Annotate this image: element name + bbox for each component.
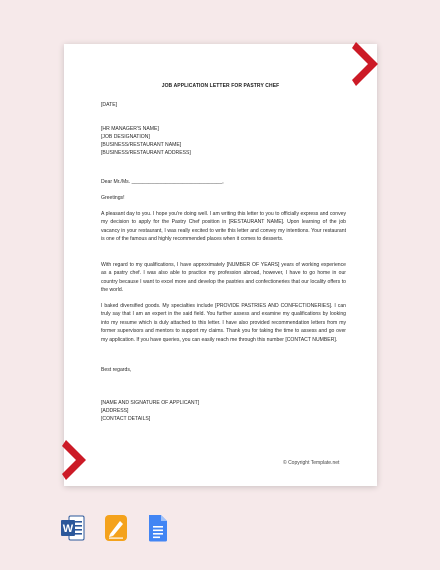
paragraph-2: With regard to my qualifications, I have approximately [NUMBER OF YEARS] years of working experience as a pastry chef. I was also able to practice my profession abroad, however, I have to go home in our country because I want to excel more and develop the pastries and confectioneries that our locality offers to the world. — [101, 262, 346, 294]
svg-text:W: W — [62, 523, 74, 535]
recipient-name: [HR MANAGER'S NAME] — [101, 126, 159, 132]
pages-icon[interactable] — [104, 514, 128, 542]
google-docs-icon[interactable] — [147, 514, 169, 542]
copyright-text: © Copyright Template.net — [283, 460, 340, 466]
corner-decoration-bottom-left — [62, 440, 86, 480]
recipient-business-name: [BUSINESS/RESTAURANT NAME] — [101, 142, 182, 148]
recipient-business-address: [BUSINESS/RESTAURANT ADDRESS] — [101, 150, 191, 156]
paragraph-3: I baked diversified goods. My specialties include [PROVIDE PASTRIES AND CONFECTIONERIES]. I can truly say that I am an expert in the said field. You further assess and examine my qualifications by looking into my resume which is duly attached to this letter. I have also provided recommendation letters from my former supervisors and mentors to support my claims. Thank you for taking the time to assess and go over my application. If you have queries, you can easily reach me through this number [CONTACT NUMBER]. — [101, 303, 346, 343]
recipient-designation: [JOB DESIGNATION] — [101, 134, 150, 140]
corner-decoration-top-right — [352, 42, 378, 86]
greeting: Greetings! — [101, 195, 125, 201]
signature-address: [ADDRESS] — [101, 408, 129, 414]
signature-name: [NAME AND SIGNATURE OF APPLICANT] — [101, 400, 200, 406]
letter-title: JOB APPLICATION LETTER FOR PASTRY CHEF — [161, 83, 280, 89]
closing: Best regards, — [101, 367, 132, 373]
signature-contact: [CONTACT DETAILS] — [101, 416, 151, 422]
letter-date: [DATE] — [101, 102, 118, 108]
paragraph-1: A pleasant day to you. I hope you're doing well. I am writing this letter to you to officially express and convey my decision to apply for the Pastry Chef position in [RESTAURANT NAME]. Upon learning of the job vacancy in your restaurant, I was really excited to write this letter and convey my intentions. Your restaurant is one of the famous and highly recommended places when it comes to desserts. — [101, 211, 346, 243]
salutation: Dear Mr./Ms. ________________________________, — [101, 179, 224, 185]
word-icon[interactable] — [61, 514, 85, 542]
